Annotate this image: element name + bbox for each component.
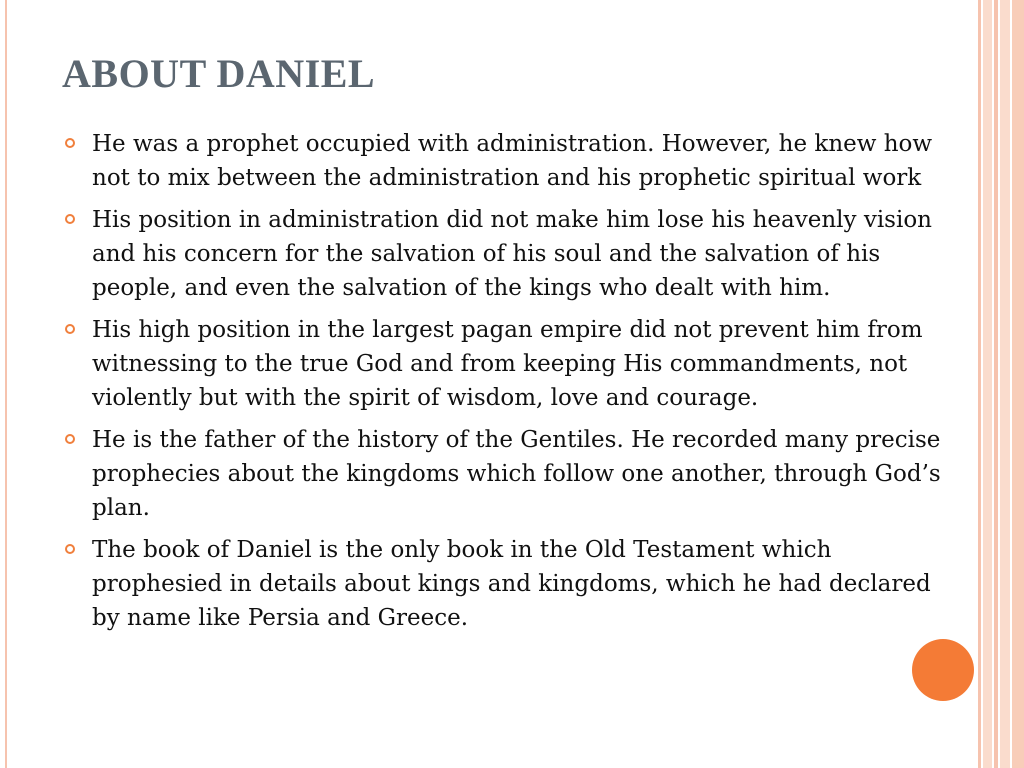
right-border-stripe [978, 0, 981, 768]
bullet-circle-icon [65, 214, 75, 224]
bullet-list [62, 127, 942, 643]
right-border-stripe [1012, 0, 1024, 768]
bullet-circle-icon [65, 138, 75, 148]
bullet-circle-icon [65, 544, 75, 554]
right-border-stripe [994, 0, 998, 768]
right-border-stripe [983, 0, 992, 768]
left-border-stripe [5, 0, 7, 768]
bullet-circle-icon [65, 324, 75, 334]
bullet-text: His position in administration did not make him lose his heavenly vision and his concern for the salvation of his soul and the salvation of his people, and even the salvation of the kings who dealt with him. [92, 207, 932, 301]
bullet-text: He was a prophet occupied with administration. However, he knew how not to mix between the administration and his prophetic spiritual work [92, 131, 933, 191]
bullet-item [62, 423, 942, 525]
decorative-circle-icon [912, 639, 974, 701]
bullet-item [62, 533, 942, 635]
slide-title: ABOUT DANIEL [62, 51, 376, 96]
right-border-stripe [1000, 0, 1010, 768]
bullet-text: The book of Daniel is the only book in the Old Testament which prophesied in details about kings and kingdoms, which he had declared by name like Persia and Greece. [92, 537, 931, 631]
bullet-item [62, 127, 942, 195]
bullet-text: His high position in the largest pagan empire did not prevent him from witnessing to the true God and from keeping His commandments, not violently but with the spirit of wisdom, love and courage. [92, 317, 923, 411]
bullet-item [62, 313, 942, 415]
bullet-text: He is the father of the history of the Gentiles. He recorded many precise prophecies about the kingdoms which follow one another, through God’s plan. [92, 427, 941, 521]
bullet-item [62, 203, 942, 305]
bullet-circle-icon [65, 434, 75, 444]
